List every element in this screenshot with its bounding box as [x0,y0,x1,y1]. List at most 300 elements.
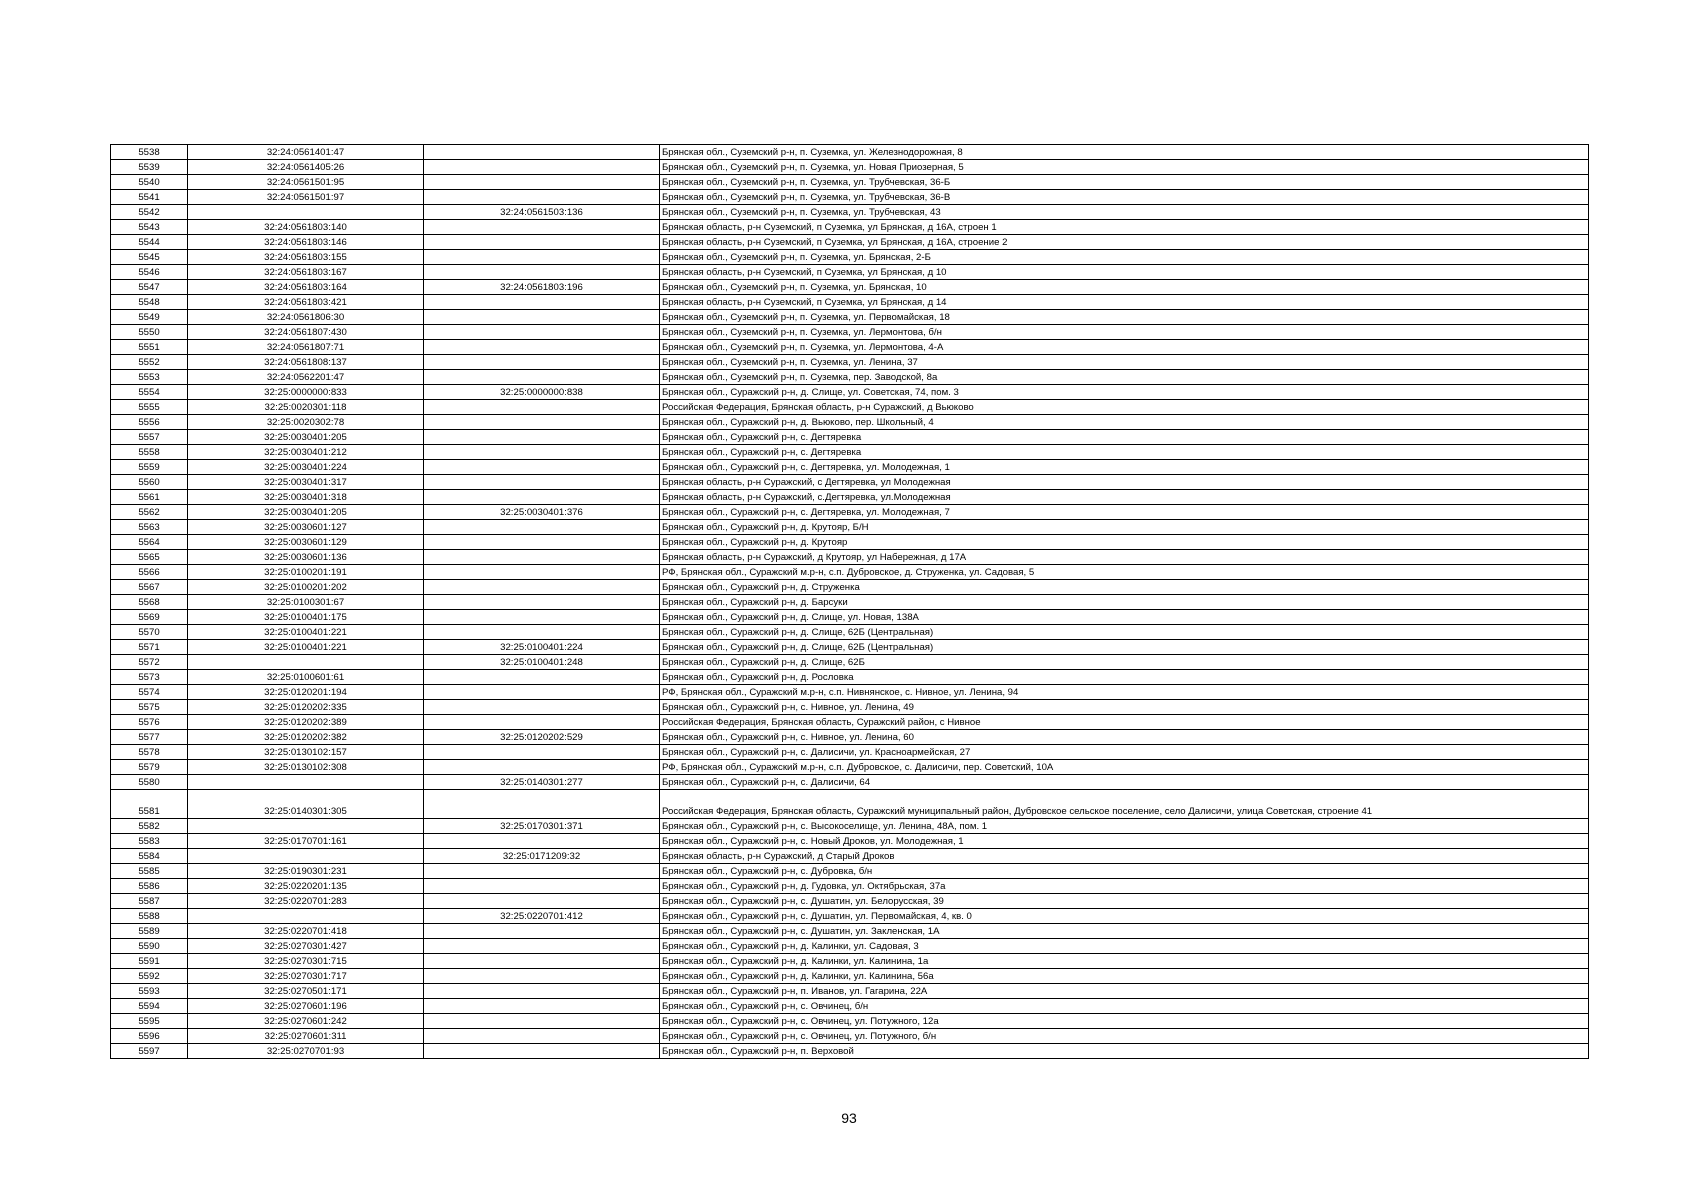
table-row [111,924,1589,939]
address-cell: Брянская обл., Суражский р-н, д. Вьюково, пер. Школьный, 4 [660,415,1589,430]
cadastral-number-cell: 32:25:0100301:67 [188,595,424,610]
related-cadastral-number-cell: 32:25:0171209:32 [424,849,660,864]
cadastral-number-cell: 32:25:0030601:129 [188,535,424,550]
table-body [111,145,1589,1059]
related-cadastral-number-cell: 32:25:0140301:277 [424,775,660,790]
cadastral-number-cell [188,909,424,924]
table-row [111,625,1589,640]
related-cadastral-number-cell [424,475,660,490]
address-cell: Брянская обл., Суражский р-н, д. Слище, 62Б (Центральная) [660,640,1589,655]
related-cadastral-number-cell [424,969,660,984]
related-cadastral-number-cell [424,1014,660,1029]
related-cadastral-number-cell [424,760,660,775]
cadastral-number-cell: 32:25:0270601:311 [188,1029,424,1044]
row-number-cell: 5592 [111,969,188,984]
table-row [111,250,1589,265]
related-cadastral-number-cell [424,924,660,939]
table-row [111,565,1589,580]
related-cadastral-number-cell [424,445,660,460]
table-row [111,355,1589,370]
cadastral-number-cell: 32:25:0140301:305 [188,790,424,819]
address-cell: Брянская обл., Суражский р-н, с. Дегтяревка, ул. Молодежная, 1 [660,460,1589,475]
table-row [111,685,1589,700]
address-cell: Брянская область, р-н Суражский, с Дегтяревка, ул Молодежная [660,475,1589,490]
cadastral-number-cell: 32:25:0270701:93 [188,1044,424,1059]
row-number-cell: 5561 [111,490,188,505]
row-number-cell: 5564 [111,535,188,550]
table-row [111,340,1589,355]
related-cadastral-number-cell [424,160,660,175]
cadastral-number-cell: 32:25:0270501:171 [188,984,424,999]
cadastral-number-cell: 32:25:0030401:205 [188,505,424,520]
row-number-cell: 5593 [111,984,188,999]
address-cell: Российская Федерация, Брянская область, Суражский район, с Нивное [660,715,1589,730]
row-number-cell: 5586 [111,879,188,894]
related-cadastral-number-cell [424,864,660,879]
row-number-cell: 5540 [111,175,188,190]
address-cell: Брянская обл., Суражский р-н, с. Дегтяревка [660,430,1589,445]
cadastral-number-cell: 32:25:0030401:224 [188,460,424,475]
cadastral-number-cell: 32:24:0561803:167 [188,265,424,280]
address-cell: Брянская область, р-н Суражский, д Крутояр, ул Набережная, д 17А [660,550,1589,565]
row-number-cell: 5581 [111,790,188,819]
cadastral-number-cell: 32:25:0120201:194 [188,685,424,700]
address-cell: Брянская обл., Суземский р-н, п. Суземка, ул. Трубчевская, 43 [660,205,1589,220]
related-cadastral-number-cell [424,430,660,445]
table-row [111,145,1589,160]
row-number-cell: 5589 [111,924,188,939]
table-row [111,400,1589,415]
address-cell: Брянская обл., Суражский р-н, д. Крутояр [660,535,1589,550]
address-cell: Брянская обл., Суражский р-н, с. Высокоселище, ул. Ленина, 48А, пом. 1 [660,819,1589,834]
cadastral-number-cell: 32:25:0120202:335 [188,700,424,715]
address-cell: Брянская обл., Суземский р-н, п. Суземка, ул. Лермонтова, 4-А [660,340,1589,355]
related-cadastral-number-cell [424,879,660,894]
cadastral-number-cell: 32:24:0561808:137 [188,355,424,370]
address-cell: РФ, Брянская обл., Суражский м.р-н, с.п. Нивнянское, с. Нивное, ул. Ленина, 94 [660,685,1589,700]
table-row [111,520,1589,535]
address-cell: Брянская обл., Суражский р-н, д. Рословка [660,670,1589,685]
row-number-cell: 5585 [111,864,188,879]
table-row [111,445,1589,460]
cadastral-number-cell: 32:25:0030401:318 [188,490,424,505]
cadastral-number-cell: 32:24:0561807:71 [188,340,424,355]
address-cell: Брянская область, р-н Суземский, п Суземка, ул Брянская, д 10 [660,265,1589,280]
related-cadastral-number-cell [424,535,660,550]
cadastral-number-cell: 32:24:0561803:421 [188,295,424,310]
address-cell: Брянская обл., Суражский р-н, с. Душатин, ул. Первомайская, 4, кв. 0 [660,909,1589,924]
row-number-cell: 5591 [111,954,188,969]
row-number-cell: 5587 [111,894,188,909]
related-cadastral-number-cell [424,1029,660,1044]
related-cadastral-number-cell [424,715,660,730]
cadastral-number-cell: 32:25:0100601:61 [188,670,424,685]
table-row [111,205,1589,220]
related-cadastral-number-cell [424,999,660,1014]
cadastral-number-cell: 32:25:0030601:127 [188,520,424,535]
cadastral-number-cell: 32:24:0561501:97 [188,190,424,205]
address-cell: Брянская область, р-н Суражский, д Старый Дроков [660,849,1589,864]
table-row [111,175,1589,190]
table-row [111,595,1589,610]
cadastral-number-cell [188,775,424,790]
address-cell: Брянская обл., Суражский р-н, с. Душатин, ул. Белорусская, 39 [660,894,1589,909]
address-cell: Брянская обл., Суземский р-н, п. Суземка, ул. Трубчевская, 36-Б [660,175,1589,190]
table-row [111,550,1589,565]
row-number-cell: 5572 [111,655,188,670]
related-cadastral-number-cell [424,1044,660,1059]
cadastral-number-cell: 32:25:0100401:221 [188,640,424,655]
related-cadastral-number-cell [424,834,660,849]
row-number-cell: 5582 [111,819,188,834]
cadastral-number-cell: 32:24:0561806:30 [188,310,424,325]
related-cadastral-number-cell: 32:25:0220701:412 [424,909,660,924]
table-row [111,790,1589,819]
related-cadastral-number-cell [424,580,660,595]
address-cell: Брянская обл., Суражский р-н, п. Иванов, ул. Гагарина, 22А [660,984,1589,999]
table-row [111,235,1589,250]
row-number-cell: 5547 [111,280,188,295]
related-cadastral-number-cell [424,220,660,235]
cadastral-number-cell: 32:24:0561803:155 [188,250,424,265]
table-row [111,834,1589,849]
table-row [111,1014,1589,1029]
cadastral-number-cell: 32:25:0190301:231 [188,864,424,879]
table-row [111,969,1589,984]
cadastral-number-cell: 32:25:0270601:196 [188,999,424,1014]
table-row [111,295,1589,310]
table-row [111,670,1589,685]
related-cadastral-number-cell [424,265,660,280]
table-row [111,640,1589,655]
address-cell: РФ, Брянская обл., Суражский м.р-н, с.п. Дубровское, д. Струженка, ул. Садовая, 5 [660,565,1589,580]
table-row [111,999,1589,1014]
address-cell: Брянская обл., Суземский р-н, п. Суземка, ул. Ленина, 37 [660,355,1589,370]
address-cell: Брянская обл., Суражский р-н, с. Нивное, ул. Ленина, 60 [660,730,1589,745]
row-number-cell: 5553 [111,370,188,385]
table-row [111,460,1589,475]
related-cadastral-number-cell [424,310,660,325]
table-row [111,310,1589,325]
row-number-cell: 5575 [111,700,188,715]
table-row [111,864,1589,879]
row-number-cell: 5597 [111,1044,188,1059]
address-cell: Брянская обл., Суземский р-н, п. Суземка, ул. Новая Приозерная, 5 [660,160,1589,175]
row-number-cell: 5583 [111,834,188,849]
related-cadastral-number-cell: 32:25:0000000:838 [424,385,660,400]
related-cadastral-number-cell [424,745,660,760]
row-number-cell: 5577 [111,730,188,745]
table-row [111,894,1589,909]
cadastral-number-cell: 32:24:0561803:164 [188,280,424,295]
cadastral-number-cell: 32:24:0562201:47 [188,370,424,385]
table-row [111,715,1589,730]
address-cell: Брянская обл., Суражский р-н, д. Калинки, ул. Калинина, 1а [660,954,1589,969]
table-row [111,505,1589,520]
row-number-cell: 5568 [111,595,188,610]
table-row [111,415,1589,430]
cadastral-number-cell: 32:25:0220701:283 [188,894,424,909]
cadastral-number-cell: 32:25:0030601:136 [188,550,424,565]
address-cell: Брянская обл., Суражский р-н, д. Слище, ул. Советская, 74, пом. 3 [660,385,1589,400]
table-row [111,760,1589,775]
related-cadastral-number-cell [424,954,660,969]
cadastral-number-cell: 32:25:0120202:389 [188,715,424,730]
related-cadastral-number-cell [424,370,660,385]
cadastral-number-cell: 32:25:0270601:242 [188,1014,424,1029]
row-number-cell: 5538 [111,145,188,160]
property-table [110,144,1589,1059]
row-number-cell: 5549 [111,310,188,325]
related-cadastral-number-cell [424,685,660,700]
row-number-cell: 5555 [111,400,188,415]
cadastral-number-cell: 32:25:0120202:382 [188,730,424,745]
cadastral-number-cell: 32:25:0030401:317 [188,475,424,490]
cadastral-number-cell: 32:25:0270301:715 [188,954,424,969]
related-cadastral-number-cell [424,235,660,250]
row-number-cell: 5558 [111,445,188,460]
table-row [111,1029,1589,1044]
row-number-cell: 5548 [111,295,188,310]
cadastral-number-cell: 32:25:0100201:202 [188,580,424,595]
table-row [111,745,1589,760]
row-number-cell: 5562 [111,505,188,520]
related-cadastral-number-cell: 32:25:0100401:248 [424,655,660,670]
address-cell: Брянская область, р-н Суземский, п Суземка, ул Брянская, д 14 [660,295,1589,310]
related-cadastral-number-cell [424,894,660,909]
cadastral-number-cell: 32:25:0020301:118 [188,400,424,415]
related-cadastral-number-cell: 32:25:0120202:529 [424,730,660,745]
related-cadastral-number-cell [424,415,660,430]
related-cadastral-number-cell [424,520,660,535]
table-row [111,700,1589,715]
row-number-cell: 5554 [111,385,188,400]
cadastral-number-cell [188,205,424,220]
row-number-cell: 5541 [111,190,188,205]
row-number-cell: 5565 [111,550,188,565]
cadastral-number-cell: 32:25:0100401:221 [188,625,424,640]
table-row [111,370,1589,385]
row-number-cell: 5543 [111,220,188,235]
cadastral-number-cell: 32:25:0030401:205 [188,430,424,445]
cadastral-number-cell: 32:25:0270301:427 [188,939,424,954]
related-cadastral-number-cell: 32:25:0100401:224 [424,640,660,655]
table-row [111,819,1589,834]
related-cadastral-number-cell [424,550,660,565]
table-row [111,984,1589,999]
related-cadastral-number-cell [424,939,660,954]
table-row [111,280,1589,295]
address-cell: Брянская обл., Суражский р-н, д. Калинки, ул. Калинина, 56а [660,969,1589,984]
table-row [111,610,1589,625]
cadastral-number-cell: 32:25:0130102:308 [188,760,424,775]
address-cell: Брянская область, р-н Суражский, с.Дегтяревка, ул.Молодежная [660,490,1589,505]
table-row [111,879,1589,894]
table-row [111,730,1589,745]
address-cell: Брянская обл., Суражский р-н, с. Дегтяревка [660,445,1589,460]
table-row [111,775,1589,790]
row-number-cell: 5590 [111,939,188,954]
row-number-cell: 5595 [111,1014,188,1029]
row-number-cell: 5594 [111,999,188,1014]
table-row [111,430,1589,445]
table-row [111,190,1589,205]
row-number-cell: 5571 [111,640,188,655]
row-number-cell: 5542 [111,205,188,220]
cadastral-number-cell: 32:25:0020302:78 [188,415,424,430]
related-cadastral-number-cell [424,790,660,819]
cadastral-number-cell: 32:25:0030401:212 [188,445,424,460]
cadastral-number-cell: 32:25:0220201:135 [188,879,424,894]
address-cell: Брянская обл., Суражский р-н, с. Овчинец, ул. Потужного, б/н [660,1029,1589,1044]
cadastral-number-cell: 32:25:0100401:175 [188,610,424,625]
address-cell: Брянская обл., Суражский р-н, д. Калинки, ул. Садовая, 3 [660,939,1589,954]
address-cell: Брянская обл., Суражский р-н, д. Гудовка, ул. Октябрьская, 37а [660,879,1589,894]
cadastral-number-cell: 32:24:0561807:430 [188,325,424,340]
related-cadastral-number-cell [424,670,660,685]
address-cell: Брянская обл., Суземский р-н, п. Суземка, ул. Первомайская, 18 [660,310,1589,325]
related-cadastral-number-cell [424,250,660,265]
related-cadastral-number-cell [424,400,660,415]
cadastral-number-cell: 32:25:0220701:418 [188,924,424,939]
related-cadastral-number-cell [424,190,660,205]
related-cadastral-number-cell [424,325,660,340]
related-cadastral-number-cell: 32:24:0561803:196 [424,280,660,295]
related-cadastral-number-cell [424,145,660,160]
cadastral-number-cell [188,819,424,834]
table-row [111,909,1589,924]
address-cell: Брянская обл., Суземский р-н, п. Суземка, ул. Лермонтова, б/н [660,325,1589,340]
cadastral-number-cell: 32:24:0561803:140 [188,220,424,235]
row-number-cell: 5570 [111,625,188,640]
row-number-cell: 5545 [111,250,188,265]
table-row [111,265,1589,280]
address-cell: Брянская обл., Суземский р-н, п. Суземка, ул. Брянская, 2-Б [660,250,1589,265]
address-cell: Брянская обл., Суражский р-н, с. Овчинец, б/н [660,999,1589,1014]
related-cadastral-number-cell [424,595,660,610]
related-cadastral-number-cell [424,984,660,999]
row-number-cell: 5563 [111,520,188,535]
address-cell: Брянская обл., Суражский р-н, с. Новый Дроков, ул. Молодежная, 1 [660,834,1589,849]
row-number-cell: 5557 [111,430,188,445]
cadastral-number-cell: 32:24:0561803:146 [188,235,424,250]
table-row [111,385,1589,400]
row-number-cell: 5574 [111,685,188,700]
related-cadastral-number-cell: 32:24:0561503:136 [424,205,660,220]
related-cadastral-number-cell [424,460,660,475]
table-row [111,220,1589,235]
address-cell: Брянская обл., Суражский р-н, с. Овчинец, ул. Потужного, 12а [660,1014,1589,1029]
address-cell: Брянская область, р-н Суземский, п Суземка, ул Брянская, д 16А, строение 2 [660,235,1589,250]
address-cell: Российская Федерация, Брянская область, Суражский муниципальный район, Дубровское сельское поселение, село Далисичи, улица Советская, строение 41 [660,790,1589,819]
table-row [111,954,1589,969]
related-cadastral-number-cell [424,565,660,580]
address-cell: Брянская обл., Суражский р-н, с. Душатин, ул. Закленская, 1А [660,924,1589,939]
cadastral-number-cell: 32:24:0561401:47 [188,145,424,160]
related-cadastral-number-cell [424,700,660,715]
related-cadastral-number-cell [424,610,660,625]
row-number-cell: 5576 [111,715,188,730]
row-number-cell: 5556 [111,415,188,430]
row-number-cell: 5584 [111,849,188,864]
row-number-cell: 5566 [111,565,188,580]
address-cell: Брянская обл., Суражский р-н, с. Далисичи, 64 [660,775,1589,790]
page-number: 93 [841,1110,857,1126]
address-cell: Брянская обл., Суземский р-н, п. Суземка, ул. Железнодорожная, 8 [660,145,1589,160]
row-number-cell: 5560 [111,475,188,490]
row-number-cell: 5588 [111,909,188,924]
address-cell: Брянская обл., Суражский р-н, д. Крутояр, Б/Н [660,520,1589,535]
address-cell: Брянская обл., Суземский р-н, п. Суземка, ул. Трубчевская, 36-В [660,190,1589,205]
row-number-cell: 5579 [111,760,188,775]
address-cell: Брянская обл., Суземский р-н, п. Суземка, пер. Заводской, 8а [660,370,1589,385]
cadastral-number-cell: 32:24:0561501:95 [188,175,424,190]
related-cadastral-number-cell [424,490,660,505]
related-cadastral-number-cell [424,355,660,370]
row-number-cell: 5552 [111,355,188,370]
address-cell: Брянская обл., Суражский р-н, с. Далисичи, ул. Красноармейская, 27 [660,745,1589,760]
row-number-cell: 5578 [111,745,188,760]
related-cadastral-number-cell: 32:25:0030401:376 [424,505,660,520]
table-row [111,490,1589,505]
cadastral-number-cell: 32:24:0561405:26 [188,160,424,175]
row-number-cell: 5539 [111,160,188,175]
address-cell: Брянская обл., Суражский р-н, с. Нивное, ул. Ленина, 49 [660,700,1589,715]
address-cell: Брянская обл., Суражский р-н, д. Слище, 62Б [660,655,1589,670]
row-number-cell: 5596 [111,1029,188,1044]
related-cadastral-number-cell [424,625,660,640]
related-cadastral-number-cell [424,295,660,310]
address-cell: Брянская область, р-н Суземский, п Суземка, ул Брянская, д 16А, строен 1 [660,220,1589,235]
address-cell: Брянская обл., Суражский р-н, п. Верховой [660,1044,1589,1059]
address-cell: Брянская обл., Суражский р-н, с. Дубровка, б/н [660,864,1589,879]
row-number-cell: 5580 [111,775,188,790]
cadastral-number-cell: 32:25:0000000:833 [188,385,424,400]
table-row [111,580,1589,595]
cadastral-number-cell: 32:25:0270301:717 [188,969,424,984]
table-row [111,655,1589,670]
row-number-cell: 5559 [111,460,188,475]
related-cadastral-number-cell: 32:25:0170301:371 [424,819,660,834]
table-row [111,535,1589,550]
related-cadastral-number-cell [424,175,660,190]
row-number-cell: 5546 [111,265,188,280]
address-cell: Российская Федерация, Брянская область, р-н Суражский, д Вьюково [660,400,1589,415]
row-number-cell: 5569 [111,610,188,625]
address-cell: Брянская обл., Суражский р-н, д. Струженка [660,580,1589,595]
row-number-cell: 5551 [111,340,188,355]
cadastral-number-cell: 32:25:0170701:161 [188,834,424,849]
address-cell: Брянская обл., Суражский р-н, д. Барсуки [660,595,1589,610]
address-cell: Брянская обл., Суземский р-н, п. Суземка, ул. Брянская, 10 [660,280,1589,295]
row-number-cell: 5573 [111,670,188,685]
row-number-cell: 5544 [111,235,188,250]
cadastral-number-cell [188,655,424,670]
cadastral-number-cell: 32:25:0130102:157 [188,745,424,760]
table-row [111,325,1589,340]
cadastral-number-cell [188,849,424,864]
address-cell: Брянская обл., Суражский р-н, д. Слище, 62Б (Центральная) [660,625,1589,640]
row-number-cell: 5550 [111,325,188,340]
row-number-cell: 5567 [111,580,188,595]
cadastral-number-cell: 32:25:0100201:191 [188,565,424,580]
address-cell: РФ, Брянская обл., Суражский м.р-н, с.п. Дубровское, с. Далисичи, пер. Советский, 10А [660,760,1589,775]
table-row [111,475,1589,490]
table-row [111,939,1589,954]
address-cell: Брянская обл., Суражский р-н, с. Дегтяревка, ул. Молодежная, 7 [660,505,1589,520]
table-row [111,160,1589,175]
address-cell: Брянская обл., Суражский р-н, д. Слище, ул. Новая, 138А [660,610,1589,625]
